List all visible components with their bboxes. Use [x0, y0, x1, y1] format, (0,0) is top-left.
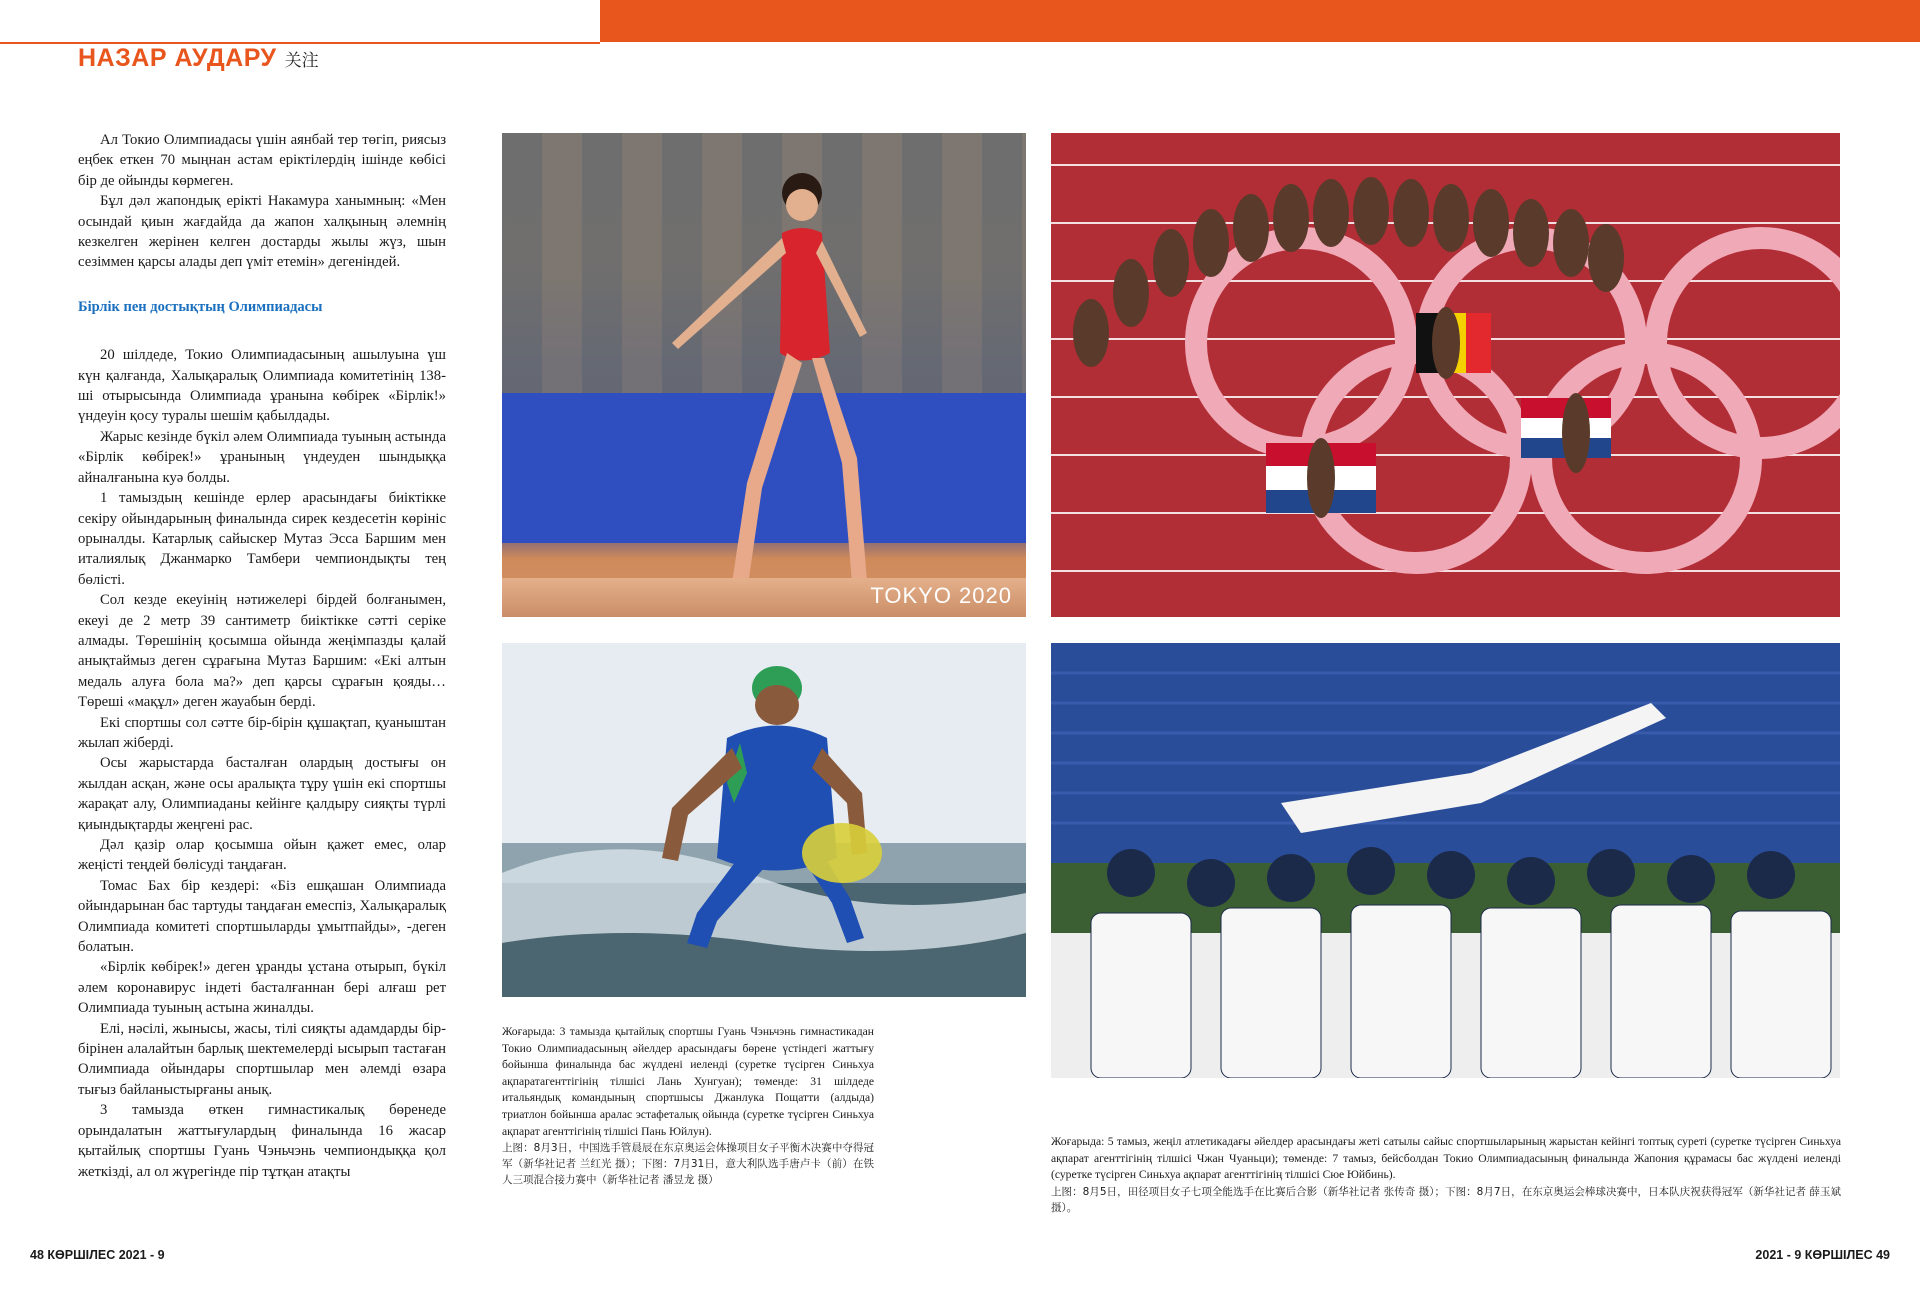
section-title-chinese: 关注 [284, 51, 319, 71]
photo-caption-right [1051, 1134, 1841, 1216]
heptathlon-track-photo [1051, 133, 1840, 617]
article-paragraph: Сол кезде екеуінің нәтижелері бірдей болғанымен, екеуі де 2 метр 39 сантиметр биіктікке сәтті серіке алмады. Төрешінің қосымша ойында жеңімпазды қалай анықтаймыз деген сұрағына Мутаз Баршим: «Екі алтын медаль алуға бола ма?» деп қарсы сұрағын қояды… Төреші «мақұл» деген жауабын берді. [78, 592, 446, 711]
caption-text-kazakh: Жоғарыда: 3 тамызда қытайлық спортшы Гуань Чэньчэнь гимнастикадан Токио Олимпиадасының әйелдер арасындағы бөрене үстіндегі жаттығу бойынша финалында бас жүлдені иеленді (суретке түсірген Синьхуа ақпаратагенттігінің тілшісі Лань Хунгуан); төменде: 31 шілдеде итальяндық командының спортшысы Джанлука Пощатти (алдыда) триатлон бойынша аралас эстафеталық ойында (суретке түсірген Синьхуа ақпарат агенттігінің тілшісі Пань Юйлун). [502, 1025, 874, 1138]
section-header [78, 44, 319, 84]
article-paragraph: Бұл дәл жапондық ерікті Накамура ханымның: «Мен осындай қиын жағдайда да жапон халқының әлемнің кезкелген жерінен келген достарды жылы жүз, шын сезіммен қарсы алады деп үміт етемін» дегеніндей. [78, 193, 446, 271]
article-paragraph: 20 шілдеде, Токио Олимпиадасының ашылуына үш күн қалғанда, Халықаралық Олимпиада комитетінің 138-ші отырысында Олимпиада ұранына көбірек «Бірлік!» үндеуін қосу туралы шешім қабылдады. [78, 347, 446, 425]
baseball-celebration-photo [1051, 643, 1840, 1078]
article-paragraph: Ал Токио Олимпиадасы үшін аянбай тер төгіп, риясыз еңбек еткен 70 мыңнан астам еріктілердің ішінде көбісі бір де ойынды көрмеген. [78, 132, 446, 189]
track-illustration [1051, 133, 1840, 617]
article-body [78, 130, 446, 1182]
caption-text-chinese: 上图：8月5日，田径项目女子七项全能选手在比赛后合影（新华社记者 张传奇 摄）；下图：8月7日，在东京奥运会棒球决赛中，日本队庆祝获得冠军（新华社记者 薛玉斌 摄）。 [1051, 1185, 1841, 1214]
article-paragraph: Елі, нәсілі, жынысы, жасы, тілі сияқты адамдарды бір-бірінен алалайтын барлық шектемелерді ысырып тастаған Олимпиада ойындары спортшылар мен әлемді өзара тығыз байланыстырғаны анық. [78, 1020, 446, 1098]
page-footer-left: 48 КӨРШІЛЕС 2021 - 9 [30, 1248, 165, 1262]
article-paragraph: Жарыс кезінде бүкіл әлем Олимпиада туының астында «Бірлік көбірек!» ұранының үндеуден шындыққа айналғанына куә болды. [78, 428, 446, 486]
tokyo-2020-watermark: TOKYO 2020 [870, 583, 1012, 608]
article-paragraph: Томас Бах бір кездері: «Біз ешқашан Олимпиада ойындарынан бас тартуды таңдаған емеспіз, Халықаралық Олимпиада комитеті спортшыларды ұмытпайды», -деген болатын. [78, 877, 446, 956]
baseball-illustration [1051, 643, 1840, 1078]
triathlon-photo [502, 643, 1026, 997]
triathlon-illustration [502, 643, 1026, 997]
photo-caption-left [502, 1024, 874, 1188]
caption-text-chinese: 上图：8月3日，中国选手管晨辰在东京奥运会体操项目女子平衡木决赛中夺得冠军（新华社记者 兰红光 摄）；下图：7月31日，意大利队选手唐卢卡（前）在铁人三项混合接力赛中（新华社记者 潘昱龙 摄） [502, 1142, 874, 1187]
section-title: НАЗАР АУДАРУ [78, 44, 277, 72]
page-footer-right: 2021 - 9 КӨРШІЛЕС 49 [1755, 1248, 1890, 1262]
article-paragraph: Дәл қазір олар қосымша ойын қажет емес, олар жеңісті теңдей бөлісуді таңдаған. [78, 837, 446, 874]
article-subheading: Бірлік пен достықтың Олимпиадасы [78, 298, 323, 315]
caption-text-kazakh: Жоғарыда: 5 тамыз, жеңіл атлетикадағы әйелдер арасындағы жеті сатылы сайыс спортшыларының жарыстан кейінгі топтық суреті (суретке түсірген Синьхуа ақпарат агенттігінің тілшісі Чжан Чуаньци); төменде: 7 тамыз, бейсболдан Токио Олимпиадасының финалында Жапония құрамасы бас жүлдені иеленді (суретке түсірген Синьхуа ақпарат агенттігінің тілшісі Сюе Юйбинь). [1051, 1135, 1841, 1182]
article-paragraph: Осы жарыстарда басталған олардың достығы он жылдан асқан, және осы аралықта тұру үшін екі спортшы жарақат алу, Олимпиаданы кейінге қалдыру сияқты түрлі қиындықтарды жеңгені рас. [78, 755, 446, 833]
article-paragraph: «Бірлік көбірек!» деген ұранды ұстана отырып, бүкіл әлем коронавирус індеті басталғаннан бері алғаш рет Олимпиада туының астына жиналды. [78, 959, 446, 1017]
gymnast-beam-photo [502, 133, 1026, 617]
top-accent-bar [600, 0, 1920, 42]
article-paragraph: Екі спортшы сол сәтте бір-бірін құшақтап, қуаныштан жылап жіберді. [78, 714, 446, 751]
article-paragraph: 3 тамызда өткен гимнастикалық бөренеде орындалатын жаттығулардың финалында 16 жасар қытайлық спортшы Гуань Чэньчэнь чемпиондыққа қол жеткізді, ал ол жүрегінде пір тұтқан атақты [78, 1102, 446, 1180]
article-paragraph: 1 тамыздың кешінде ерлер арасындағы биіктікке секіру ойындарының финалында сирек кездесетін көрініс орыналды. Катарлық сайыскер Мутаз Эсса Баршим мен италиялық Джанмарко Тамбери чемпиондықты тең бөлісті. [78, 490, 446, 588]
gymnast-figure [652, 153, 892, 593]
